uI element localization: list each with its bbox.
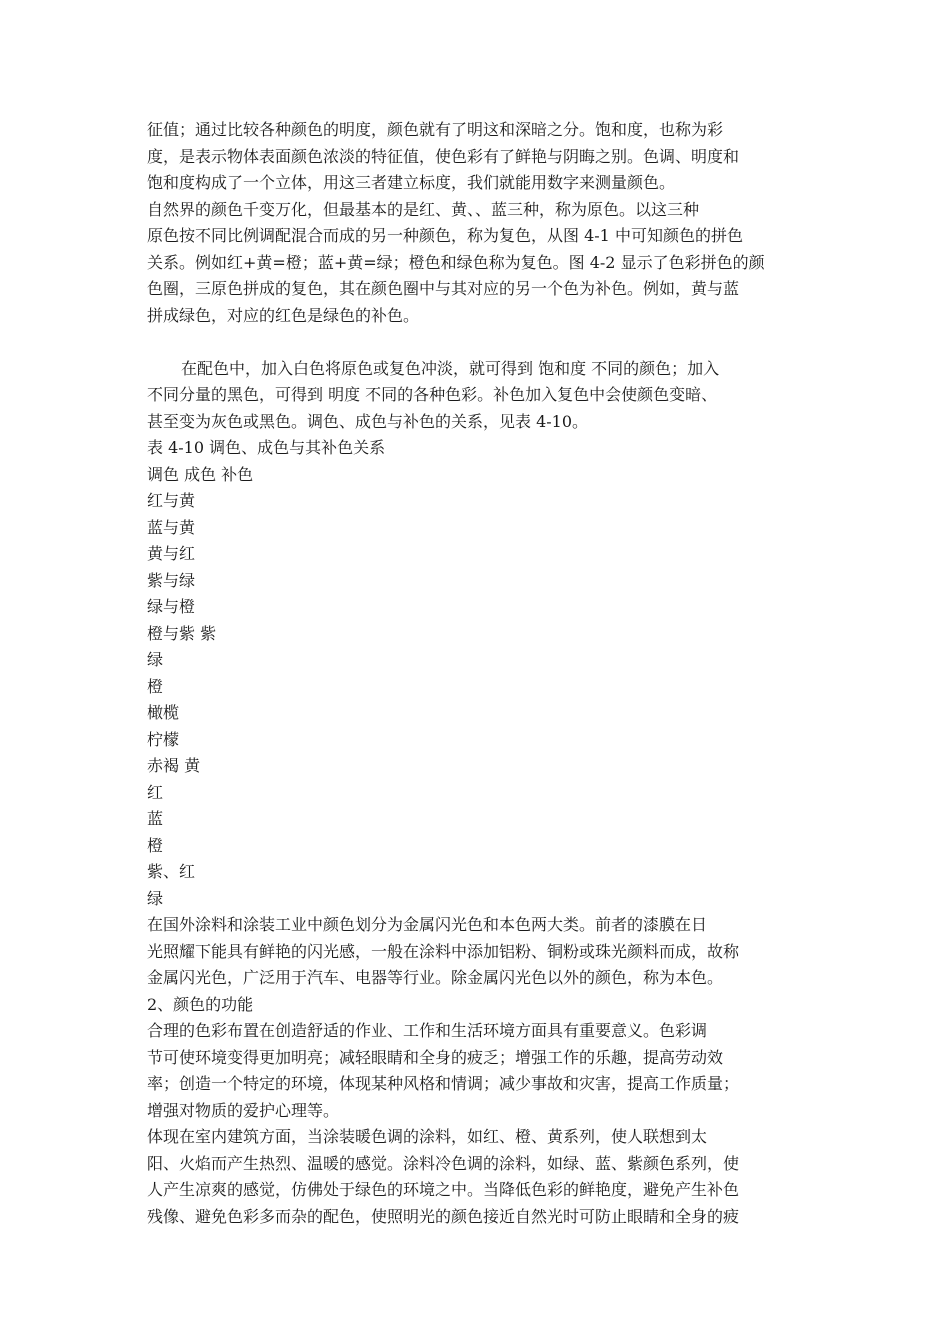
text-line: 体现在室内建筑方面，当涂装暖色调的涂料，如红、橙、黄系列，使人联想到太 — [147, 1127, 708, 1146]
table-cell: 紫、红 — [147, 862, 196, 881]
paragraph-spacer — [147, 329, 807, 356]
table-cell: 红与黄 — [147, 491, 196, 510]
text-line: 色圈，三原色拼成的复色，其在颜色圈中与其对应的另一个色为补色。例如，黄与蓝 — [147, 279, 740, 298]
table-cell: 橄榄 — [147, 703, 180, 722]
paragraph-interior — [147, 1124, 807, 1230]
text-line: 拼成绿色，对应的红色是绿色的补色。 — [147, 305, 420, 325]
text-line: 人产生凉爽的感觉，仿佛处于绿色的环境之中。当降低色彩的鲜艳度，避免产生补色 — [147, 1180, 740, 1199]
text-line: 率；创造一个特定的环境，体现某种风格和情调；减少事故和灾害，提高工作质量； — [147, 1074, 740, 1093]
table-cell: 柠檬 — [147, 729, 180, 749]
table-cell: 蓝 — [147, 809, 164, 828]
paragraph-color-attributes — [147, 117, 807, 197]
table-caption: 表 4-10 调色、成色与其补色关系 — [147, 438, 386, 457]
table-cell: 绿与橙 — [147, 597, 196, 616]
table-cell: 蓝与黄 — [147, 517, 196, 537]
text-line: 原色按不同比例调配混合而成的另一种颜色，称为复色，从图 4-1 中可知颜色的拼色 — [147, 226, 743, 245]
table-cell: 橙 — [147, 835, 164, 855]
table-cell: 橙 — [147, 676, 164, 696]
text-line: 节可使环境变得更加明亮；减轻眼睛和全身的疲乏；增强工作的乐趣，提高劳动效 — [147, 1047, 724, 1067]
text-line: 度，是表示物体表面颜色浓淡的特征值，使色彩有了鲜艳与阴晦之别。色调、明度和 — [147, 146, 740, 166]
table-cell: 绿 — [147, 650, 164, 669]
paragraph-color-function — [147, 1018, 807, 1124]
text-line: 自然界的颜色千变万化，但最基本的是红、黄、、蓝三种，称为原色。以这三种 — [147, 199, 700, 219]
document-page — [147, 117, 807, 1230]
table-cell: 橙与紫 紫 — [147, 623, 217, 643]
text-line: 合理的色彩布置在创造舒适的作业、工作和生活环境方面具有重要意义。色彩调 — [147, 1021, 708, 1040]
table-cell: 赤褐 黄 — [147, 756, 201, 775]
table-4-10 — [147, 462, 807, 913]
text-line: 增强对物质的爱护心理等。 — [147, 1100, 340, 1120]
paragraph-metallic-colors — [147, 912, 807, 992]
text-line: 关系。例如红+黄=橙；蓝+黄=绿；橙色和绿色称为复色。图 4-2 显示了色彩拼色的颜 — [147, 252, 765, 272]
text-line: 光照耀下能具有鲜艳的闪光感，一般在涂料中添加铝粉、铜粉或珠光颜料而成，故称 — [147, 941, 740, 961]
text-line: 阳、火焰而产生热烈、温暖的感觉。涂料冷色调的涂料，如绿、蓝、紫颜色系列，使 — [147, 1153, 740, 1173]
table-cell: 绿 — [147, 888, 164, 908]
text-line: 残像、避免色彩多而杂的配色，使照明光的颜色接近自然光时可防止眼睛和全身的疲 — [147, 1206, 740, 1226]
table-cell: 黄与红 — [147, 544, 196, 563]
table-cell: 紫与绿 — [147, 570, 196, 590]
table-cell: 红 — [147, 782, 164, 802]
section-heading: 2、颜色的功能 — [147, 994, 254, 1014]
paragraph-mixing — [147, 356, 807, 436]
text-line: 饱和度构成了一个立体，用这三者建立标度，我们就能用数字来测量颜色。 — [147, 173, 676, 192]
text-line: 征值；通过比较各种颜色的明度，颜色就有了明这和深暗之分。饱和度，也称为彩 — [147, 120, 724, 139]
text-line: 在国外涂料和涂装工业中颜色划分为金属闪光色和本色两大类。前者的漆膜在日 — [147, 915, 708, 934]
text-line: 不同分量的黑色，可得到 明度 不同的各种色彩。补色加入复色中会使颜色变暗、 — [147, 385, 718, 404]
paragraph-primary-colors — [147, 197, 807, 330]
text-line: 金属闪光色，广泛用于汽车、电器等行业。除金属闪光色以外的颜色，称为本色。 — [147, 968, 724, 987]
table-header: 调色 成色 补色 — [147, 464, 254, 484]
text-line: 在配色中，加入白色将原色或复色冲淡，就可得到 饱和度 不同的颜色；加入 — [181, 358, 720, 378]
text-line: 甚至变为灰色或黑色。调色、成色与补色的关系，见表 4-10。 — [147, 411, 589, 431]
